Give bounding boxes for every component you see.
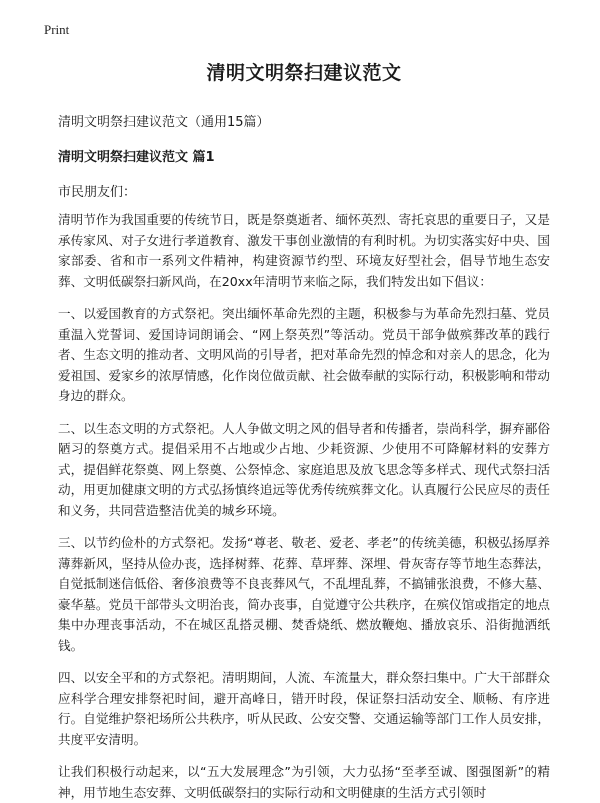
paragraph-patriotic: 一、以爱国教育的方式祭祀。突出缅怀革命先烈的主题，积极参与为革命先烈扫墓、党员重温入党誓词、爱国诗词朗诵会、“网上祭英烈”等活动。党员干部争做殡葬改革的践行者、生态文明的推动者、文明风尚的引导者，把对革命先烈的悼念和对亲人的思念，化为爱祖国、爱家乡的浓厚情感，化作岗位做贡献、社会做奉献的实际行动，积极影响和带动身边的群众。 [58,306,550,403]
paragraph-safety: 四、以安全平和的方式祭祀。清明期间，人流、车流量大，群众祭扫集中。广大干部群众应科学合理安排祭祀时间，避开高峰日，错开时段，保证祭扫活动安全、顺畅、有序进行。自觉维护祭祀场所公共秩序，听从民政、公安交警、交通运输等部门工作人员安排，共度平安清明。 [58,670,550,747]
paragraph-intro: 清明节作为我国重要的传统节日，既是祭奠逝者、缅怀英烈、寄托哀思的重要日子，又是承传家风、对子女进行孝道教育、激发干事创业激情的有利时机。为切实落实好中央、国家部委、省和市一系列文件精神，构建资源节约型、环境友好型社会，倡导节地生态安葬、文明低碳祭扫新风尚，在20xx年清明节来临之际，我们特发出如下倡议： [58,212,550,289]
paragraph-ecological: 二、以生态文明的方式祭祀。人人争做文明之风的倡导者和传播者，崇尚科学，摒弃鄙俗陋习的祭奠方式。提倡采用不占地或少占地、少耗资源、少使用不可降解材料的安葬方式，提倡鲜花祭奠、网上祭奠、公祭悼念、家庭追思及放飞思念等多样式、现代式祭扫活动，用更加健康文明的方式弘扬慎终追远等优秀传统殡葬文化。认真履行公民应尽的责任和义务，共同营造整洁优美的城乡环境。 [58,420,550,518]
paragraph-call-to-action: 让我们积极行动起来，以“五大发展理念”为引领，大力弘扬“至孝至诚、图强图新”的精神，用节地生态安葬、文明低碳祭扫的实际行动和文明健康的生活方式引领时 [58,764,550,800]
document-subtitle: 清明文明祭扫建议范文（通用15篇） [58,115,270,130]
paragraph-frugal: 三、以节约俭朴的方式祭祀。发扬“尊老、敬老、爱老、孝老”的传统美德，积极弘扬厚养薄葬新风，坚持从俭办丧，选择树葬、花葬、草坪葬、深埋、骨灰寄存等节地生态葬法，自觉抵制迷信低俗、奢侈浪费等不良丧葬风气，不乱埋乱葬，不搞铺张浪费，不修大墓、豪华墓。党员干部带头文明治丧，简办丧事，自觉遵守公共秩序，在殡仪馆或指定的地点集中办理丧事活动，不在城区乱搭灵棚、焚香烧纸、燃放鞭炮、播放哀乐、沿街抛洒纸钱。 [58,535,550,653]
document-page [58,48,550,803]
page-title: 清明文明祭扫建议范文 [206,62,402,84]
section-heading: 清明文明祭扫建议范文 篇1 [58,150,215,165]
print-label[interactable]: Print [44,22,70,37]
greeting: 市民朋友们： [58,185,137,200]
